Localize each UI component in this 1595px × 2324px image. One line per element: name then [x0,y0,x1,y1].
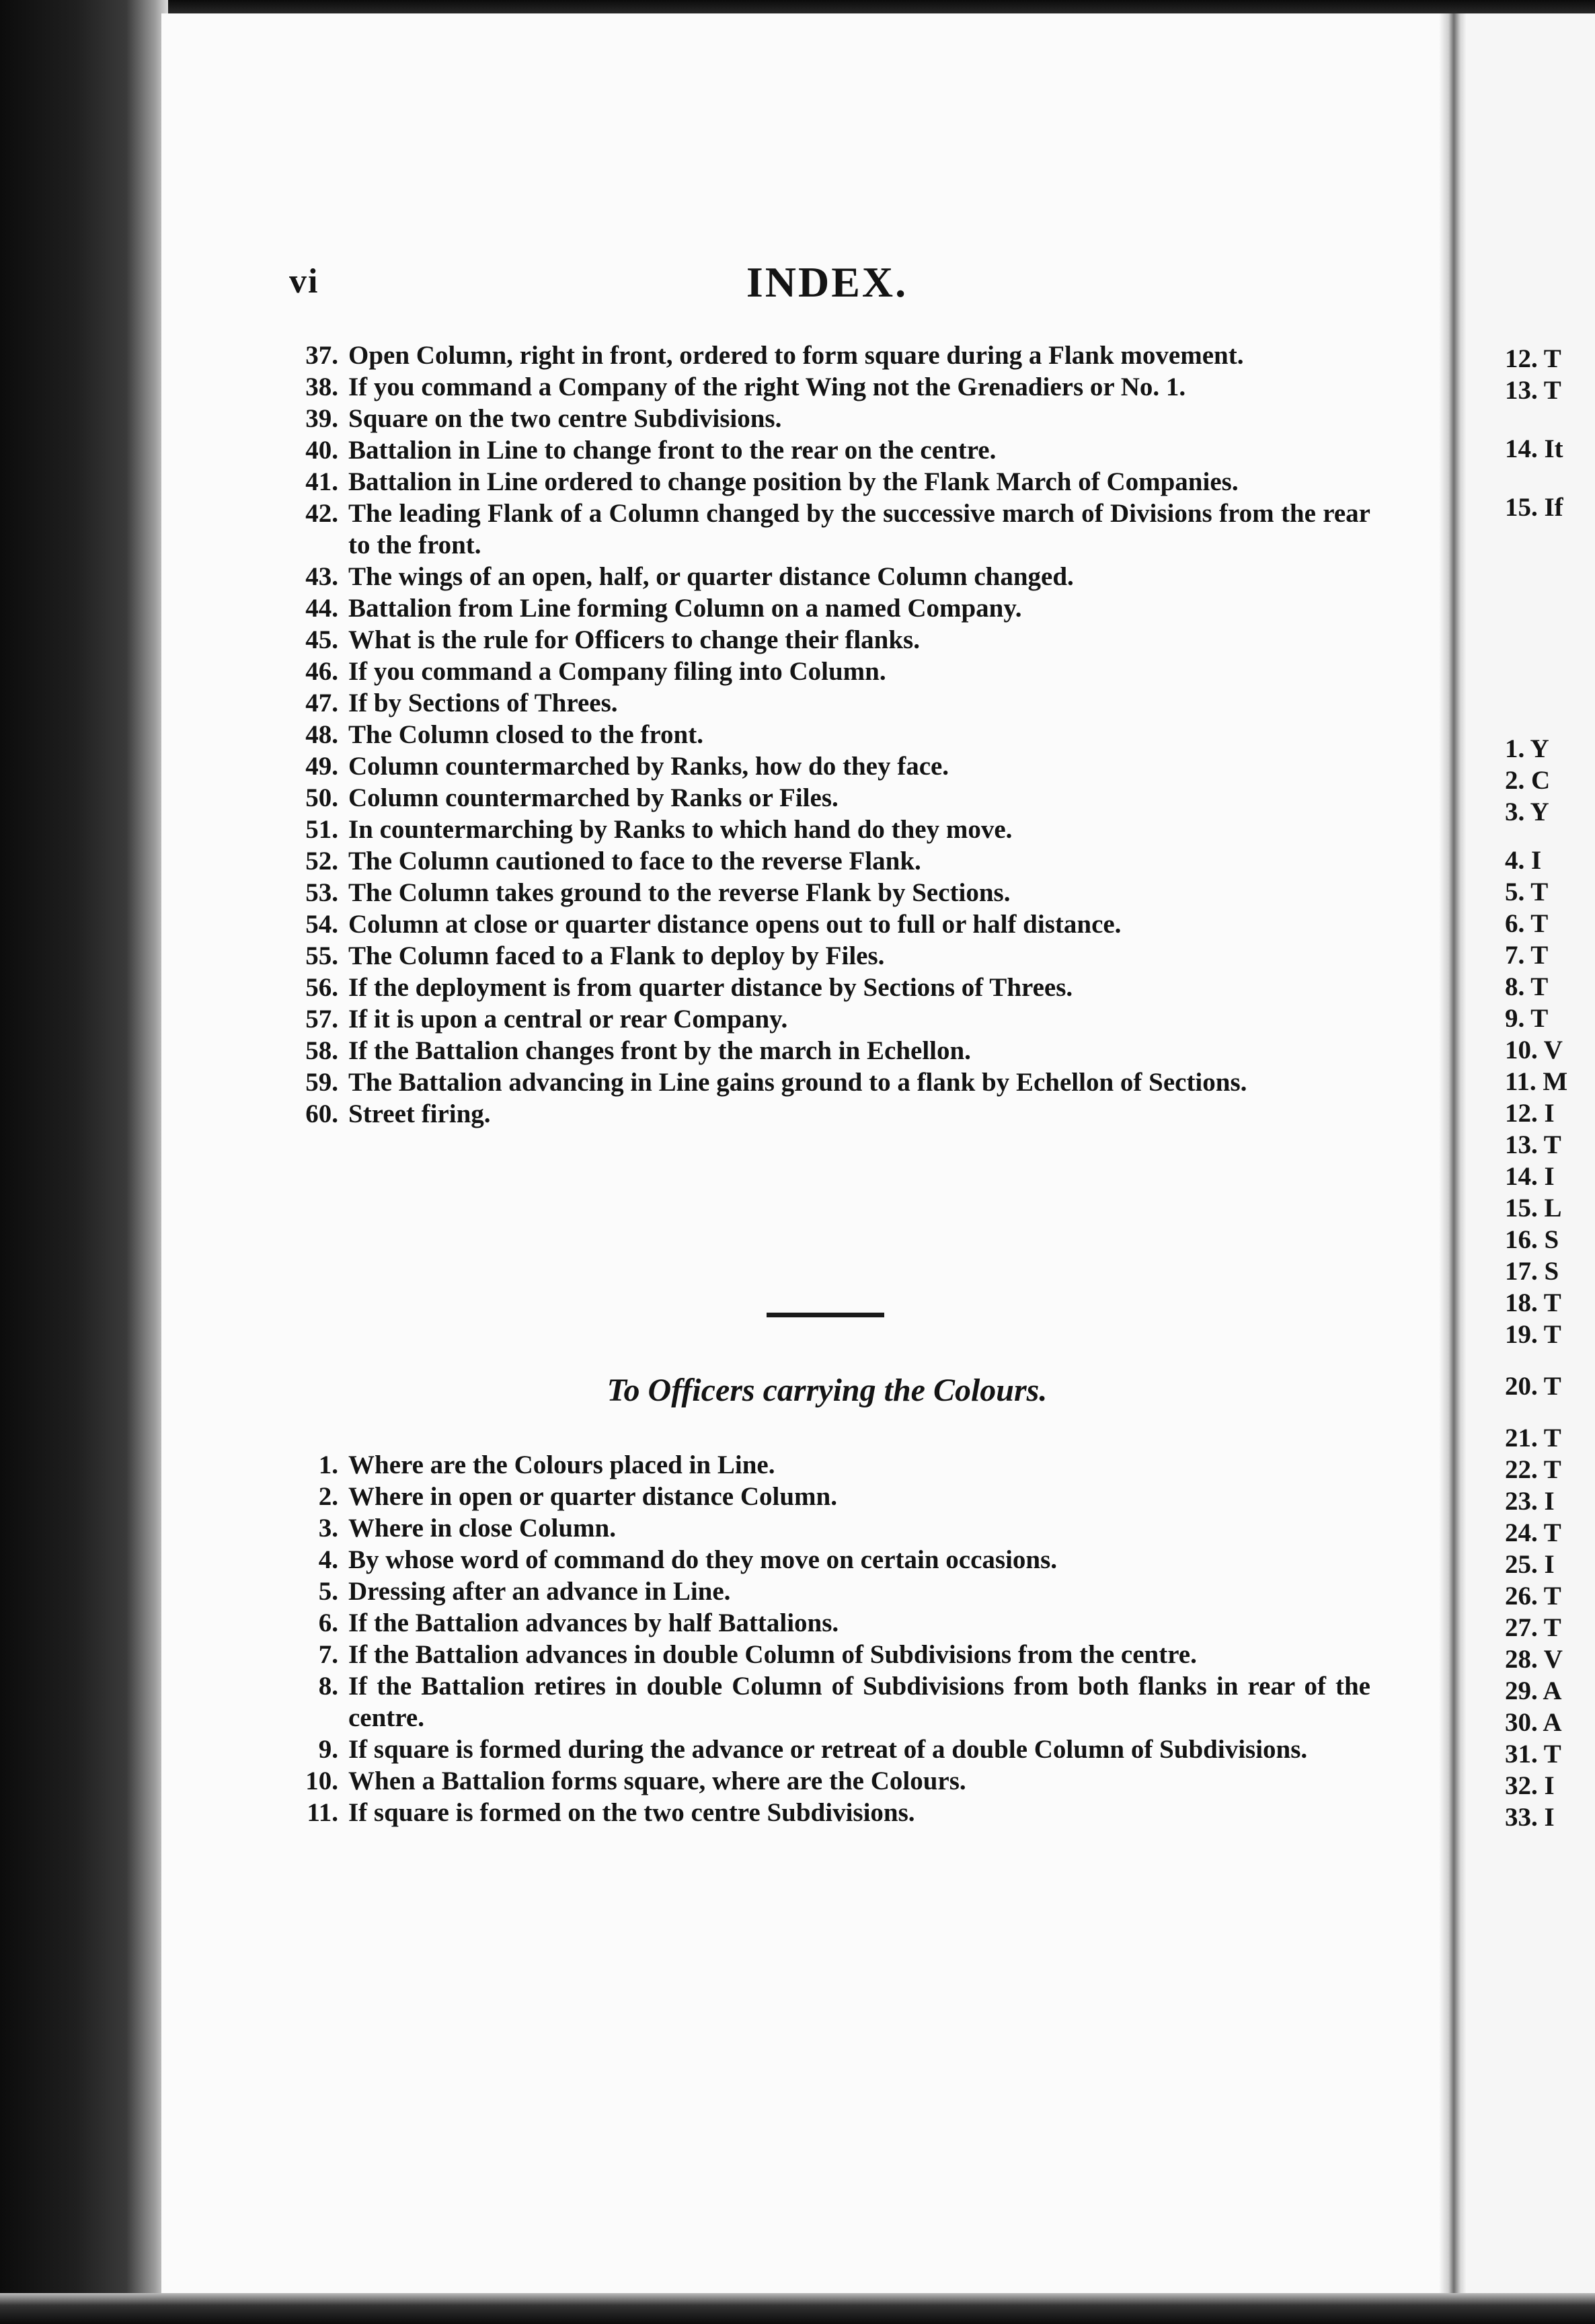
index-entry [281,1512,1370,1544]
index-entry [281,845,1370,877]
right-page-fragment: 22. T [1505,1455,1561,1484]
entry-text: Battalion in Line to change front to the rear on the centre. [348,436,997,465]
index-entry [281,466,1370,498]
right-page-fragment: 6. T [1505,909,1549,938]
right-page-fragment: 11. M [1505,1067,1568,1096]
index-entry [281,561,1370,592]
index-entry [281,340,1370,371]
right-page-fragment: 2. C [1505,766,1551,795]
entry-text: If it is upon a central or rear Company. [348,1005,788,1034]
index-entry [281,1035,1370,1067]
index-entry [281,656,1370,687]
entry-text: If the Battalion advances by half Battalions. [348,1609,839,1637]
entry-text: Street firing. [348,1099,491,1128]
entry-number: 51. [305,815,338,844]
right-page-fragment: 12. I [1505,1099,1555,1128]
index-entry [281,877,1370,908]
right-page-fragment: 16. S [1505,1225,1559,1254]
right-page-fragment: 5. T [1505,878,1549,906]
entry-text: The Column takes ground to the reverse Flank by Sections. [348,878,1011,907]
entry-number: 57. [305,1005,338,1034]
index-list-colours [281,1449,1370,1828]
right-page-fragment: 9. T [1505,1004,1549,1033]
index-entry [281,592,1370,624]
page-header [289,258,1365,305]
entry-number: 4. [318,1545,338,1574]
right-page-fragment: 24. T [1505,1518,1561,1547]
entry-number: 3. [318,1514,338,1543]
right-page-fragment: 21. T [1505,1424,1561,1452]
entry-number: 6. [318,1609,338,1637]
right-page-fragment: 25. I [1505,1550,1555,1579]
right-page-fragment: 13. T [1505,376,1561,405]
entry-number: 50. [305,783,338,812]
entry-text: If square is formed on the two centre Subdivisions. [348,1798,915,1827]
right-page-fragment: 4. I [1505,846,1542,875]
entry-text: Dressing after an advance in Line. [348,1577,731,1606]
entry-number: 60. [305,1099,338,1128]
right-page-fragment: 15. L [1505,1194,1562,1223]
index-entry [281,1639,1370,1670]
index-entry [281,1797,1370,1828]
entry-text: The wings of an open, half, or quarter distance Column changed. [348,562,1074,591]
right-page-fragment: 14. I [1505,1162,1555,1191]
entry-text: If the Battalion advances in double Column of Subdivisions from the centre. [348,1640,1197,1669]
entry-number: 58. [305,1036,338,1065]
entry-number: 11. [307,1798,338,1827]
entry-text: If by Sections of Threes. [348,689,618,718]
right-page-fragment: 7. T [1505,941,1549,970]
right-page-fragment: 17. S [1505,1257,1559,1286]
index-entry [281,687,1370,719]
entry-number: 2. [318,1482,338,1511]
index-entry [281,1067,1370,1098]
right-page-fragment: 20. T [1505,1372,1561,1401]
right-page-fragment: 31. T [1505,1740,1561,1769]
entry-text: The leading Flank of a Column changed by the successive march of Divisions from the rear to the front. [348,499,1370,559]
section-heading: To Officers carrying the Colours. [607,1372,1048,1408]
entry-number: 39. [305,404,338,433]
index-entry [281,972,1370,1003]
entry-text: Square on the two centre Subdivisions. [348,404,782,433]
index-entry [281,1481,1370,1512]
index-entry [281,1003,1370,1035]
index-entry [281,1607,1370,1639]
page-title: INDEX. [746,258,908,306]
index-entry [281,434,1370,466]
entry-text: By whose word of command do they move on certain occasions. [348,1545,1058,1574]
index-entry [281,1734,1370,1765]
right-page-fragment: 15. If [1505,493,1563,522]
entry-text: The Column faced to a Flank to deploy by Files. [348,941,885,970]
entry-text: If you command a Company filing into Column. [348,657,886,686]
entry-number: 42. [305,499,338,528]
right-page-fragments-middle [1505,733,1595,1833]
entry-text: If square is formed during the advance or retreat of a double Column of Subdivisions. [348,1735,1308,1764]
entry-text: Where in close Column. [348,1514,616,1543]
index-entry [281,1544,1370,1576]
index-entry [281,1449,1370,1481]
index-entry [281,814,1370,845]
entry-number: 9. [318,1735,338,1764]
entry-number: 5. [318,1577,338,1606]
entry-number: 1. [318,1450,338,1479]
entry-number: 46. [305,657,338,686]
entry-number: 56. [305,973,338,1002]
index-entry [281,624,1370,656]
right-page-fragment: 26. T [1505,1582,1561,1611]
entry-number: 40. [305,436,338,465]
entry-text: Where in open or quarter distance Column. [348,1482,837,1511]
entry-text: Battalion from Line forming Column on a named Company. [348,594,1022,623]
section-divider [767,1313,884,1317]
entry-text: Column countermarched by Ranks, how do they face. [348,752,949,781]
right-page-fragment: 3. Y [1505,798,1549,826]
entry-number: 7. [318,1640,338,1669]
entry-number: 55. [305,941,338,970]
right-page-fragment: 8. T [1505,972,1549,1001]
index-entry [281,719,1370,750]
entry-number: 43. [305,562,338,591]
index-list-continued [281,340,1370,1130]
entry-number: 10. [305,1767,338,1795]
entry-text: Battalion in Line ordered to change position by the Flank March of Companies. [348,467,1239,496]
right-page-fragment: 29. A [1505,1676,1562,1705]
entry-number: 8. [318,1672,338,1701]
index-entry [281,1098,1370,1130]
entry-text: If the Battalion retires in double Column of Subdivisions from both flanks in rear of the centre. [348,1672,1370,1732]
entry-text: The Column closed to the front. [348,720,703,749]
scan-border-left [0,0,168,2324]
entry-number: 54. [305,910,338,939]
index-entry [281,498,1370,561]
index-entry [281,1765,1370,1797]
entry-number: 48. [305,720,338,749]
page-gutter [1439,13,1466,2300]
entry-text: The Column cautioned to face to the reverse Flank. [348,847,921,876]
scan-border-bottom [0,2293,1595,2324]
entry-text: When a Battalion forms square, where are the Colours. [348,1767,966,1795]
right-page-fragment: 10. V [1505,1036,1563,1064]
right-page-fragment: 27. T [1505,1613,1561,1642]
index-entry [281,908,1370,940]
right-page-fragment: 33. I [1505,1803,1555,1832]
entry-text: If you command a Company of the right Wing not the Grenadiers or No. 1. [348,373,1186,401]
entry-text: What is the rule for Officers to change their flanks. [348,625,920,654]
entry-text: Where are the Colours placed in Line. [348,1450,775,1479]
entry-text: In countermarching by Ranks to which hand do they move. [348,815,1013,844]
index-entry [281,750,1370,782]
entry-number: 53. [305,878,338,907]
index-entry [281,403,1370,434]
entry-text: Open Column, right in front, ordered to form square during a Flank movement. [348,341,1244,370]
entry-text: Column countermarched by Ranks or Files. [348,783,839,812]
right-page-fragment: 13. T [1505,1130,1561,1159]
entry-text: Column at close or quarter distance opens out to full or half distance. [348,910,1122,939]
right-page-fragment: 32. I [1505,1771,1555,1800]
page-number: vi [289,262,319,301]
index-entry [281,940,1370,972]
entry-number: 38. [305,373,338,401]
index-entry [281,371,1370,403]
entry-number: 47. [305,689,338,718]
right-page-fragment: 30. A [1505,1708,1562,1737]
right-page-fragment: 23. I [1505,1487,1555,1516]
entry-number: 44. [305,594,338,623]
right-page-fragment: 14. It [1505,434,1563,463]
entry-number: 59. [305,1068,338,1097]
right-page-fragment: 19. T [1505,1320,1561,1349]
entry-number: 45. [305,625,338,654]
index-entry [281,1670,1370,1734]
index-entry [281,782,1370,814]
entry-text: If the Battalion changes front by the march in Echellon. [348,1036,971,1065]
right-page-fragment: 18. T [1505,1288,1561,1317]
entry-number: 41. [305,467,338,496]
entry-number: 37. [305,341,338,370]
right-page-fragment: 28. V [1505,1645,1563,1674]
right-page-fragments-top [1505,343,1595,523]
right-page-fragment: 12. T [1505,344,1561,373]
entry-number: 49. [305,752,338,781]
index-entry [281,1576,1370,1607]
entry-text: The Battalion advancing in Line gains ground to a flank by Echellon of Sections. [348,1068,1247,1097]
right-page-fragment: 1. Y [1505,734,1549,763]
entry-text: If the deployment is from quarter distance by Sections of Threes. [348,973,1073,1002]
entry-number: 52. [305,847,338,876]
